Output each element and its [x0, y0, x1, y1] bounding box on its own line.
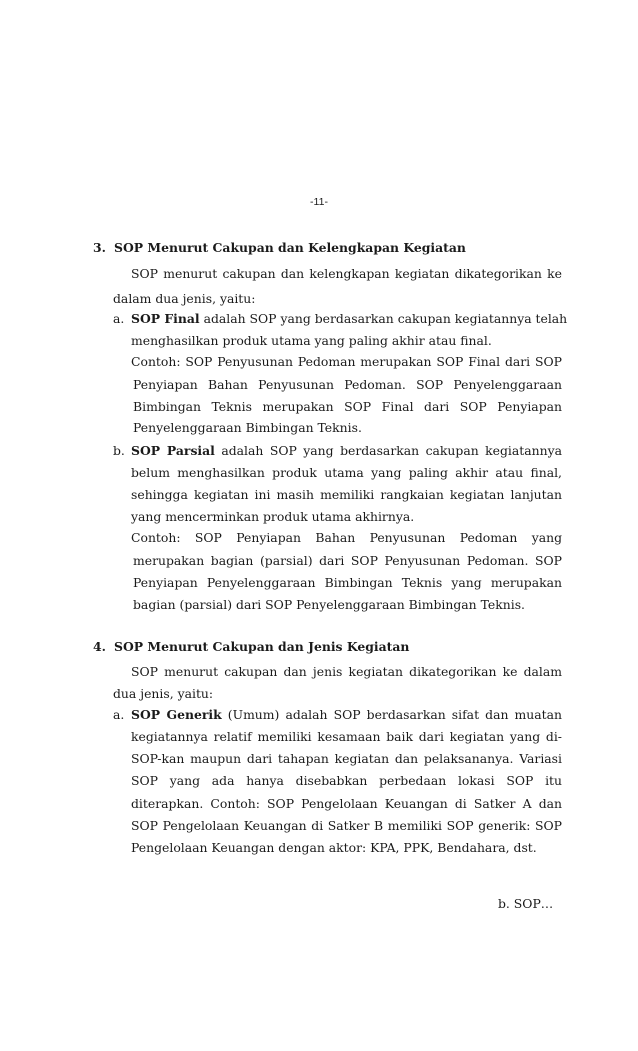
section-3-item-a-marker: a. — [113, 311, 125, 326]
sop-parsial-term: SOP Parsial — [131, 443, 215, 458]
page-number: -11- — [310, 196, 328, 208]
section-4-item-a-line-1: SOP Generik (Umum) adalah SOP berdasarkan sifat dan muatan — [131, 707, 562, 722]
section-4-heading: SOP Menurut Cakupan dan Jenis Kegiatan — [114, 639, 410, 654]
page-continuation: b. SOP… — [498, 896, 554, 911]
section-3-item-a-example-1: Contoh: SOP Penyusunan Pedoman merupakan SOP Final dari SOP — [131, 354, 562, 369]
section-3-item-b-example-2: merupakan bagian (parsial) dari SOP Penyusunan Pedoman. SOP — [133, 553, 562, 568]
section-3-intro-line-2: dalam dua jenis, yaitu: — [113, 291, 256, 306]
section-4-item-a-line-7: Pengelolaan Keuangan dengan aktor: KPA, PPK, Bendahara, dst. — [131, 840, 537, 855]
section-4-item-a-line-3: SOP-kan maupun dari tahapan kegiatan dan pelaksananya. Variasi — [131, 751, 562, 766]
section-4-item-a-line-4: SOP yang ada hanya disebabkan perbedaan lokasi SOP itu — [131, 773, 562, 788]
section-4-item-a-marker: a. — [113, 707, 125, 722]
section-4-item-a-line-6: SOP Pengelolaan Keuangan di Satker B memiliki SOP generik: SOP — [131, 818, 562, 833]
section-3-item-a-example-3: Bimbingan Teknis merupakan SOP Final dari SOP Penyiapan — [133, 399, 562, 414]
section-3-item-b-line-3: sehingga kegiatan ini masih memiliki rangkaian kegiatan lanjutan — [131, 487, 562, 502]
section-3-item-a-line-2: menghasilkan produk utama yang paling akhir atau final. — [131, 333, 492, 348]
section-4-item-a-line-5: diterapkan. Contoh: SOP Pengelolaan Keuangan di Satker A dan — [131, 796, 562, 811]
section-3-item-a-line-1: SOP Final adalah SOP yang berdasarkan cakupan kegiatannya telah — [131, 311, 568, 326]
section-3-number: 3. — [93, 240, 106, 255]
section-3-heading: SOP Menurut Cakupan dan Kelengkapan Kegiatan — [114, 240, 466, 255]
section-3-item-b-line-4: yang mencerminkan produk utama akhirnya. — [131, 509, 415, 524]
sop-generik-term: SOP Generik — [131, 707, 222, 722]
section-3-item-a-example-4: Penyelenggaraan Bimbingan Teknis. — [133, 420, 362, 435]
section-3-item-b-line-1: SOP Parsial adalah SOP yang berdasarkan cakupan kegiatannya — [131, 443, 563, 458]
section-4-intro-line-1: SOP menurut cakupan dan jenis kegiatan dikategorikan ke dalam — [131, 664, 562, 679]
section-4-intro-line-2: dua jenis, yaitu: — [113, 686, 214, 701]
section-3-item-b-example-4: bagian (parsial) dari SOP Penyelenggaraan Bimbingan Teknis. — [133, 597, 525, 612]
section-3-item-b-marker: b. — [113, 443, 125, 458]
section-3-item-b-example-1: Contoh: SOP Penyiapan Bahan Penyusunan Pedoman yang — [131, 530, 562, 545]
sop-final-term: SOP Final — [131, 311, 200, 326]
section-3-item-b-line-2: belum menghasilkan produk utama yang paling akhir atau final, — [131, 465, 562, 480]
section-4-item-a-line-2: kegiatannya relatif memiliki kesamaan baik dari kegiatan yang di- — [131, 729, 562, 744]
section-3-item-b-example-3: Penyiapan Penyelenggaraan Bimbingan Teknis yang merupakan — [133, 575, 562, 590]
section-3-item-a-example-2: Penyiapan Bahan Penyusunan Pedoman. SOP Penyelenggaraan — [133, 377, 562, 392]
section-4-number: 4. — [93, 639, 106, 654]
section-3-intro-line-1: SOP menurut cakupan dan kelengkapan kegiatan dikategorikan ke — [131, 266, 562, 281]
